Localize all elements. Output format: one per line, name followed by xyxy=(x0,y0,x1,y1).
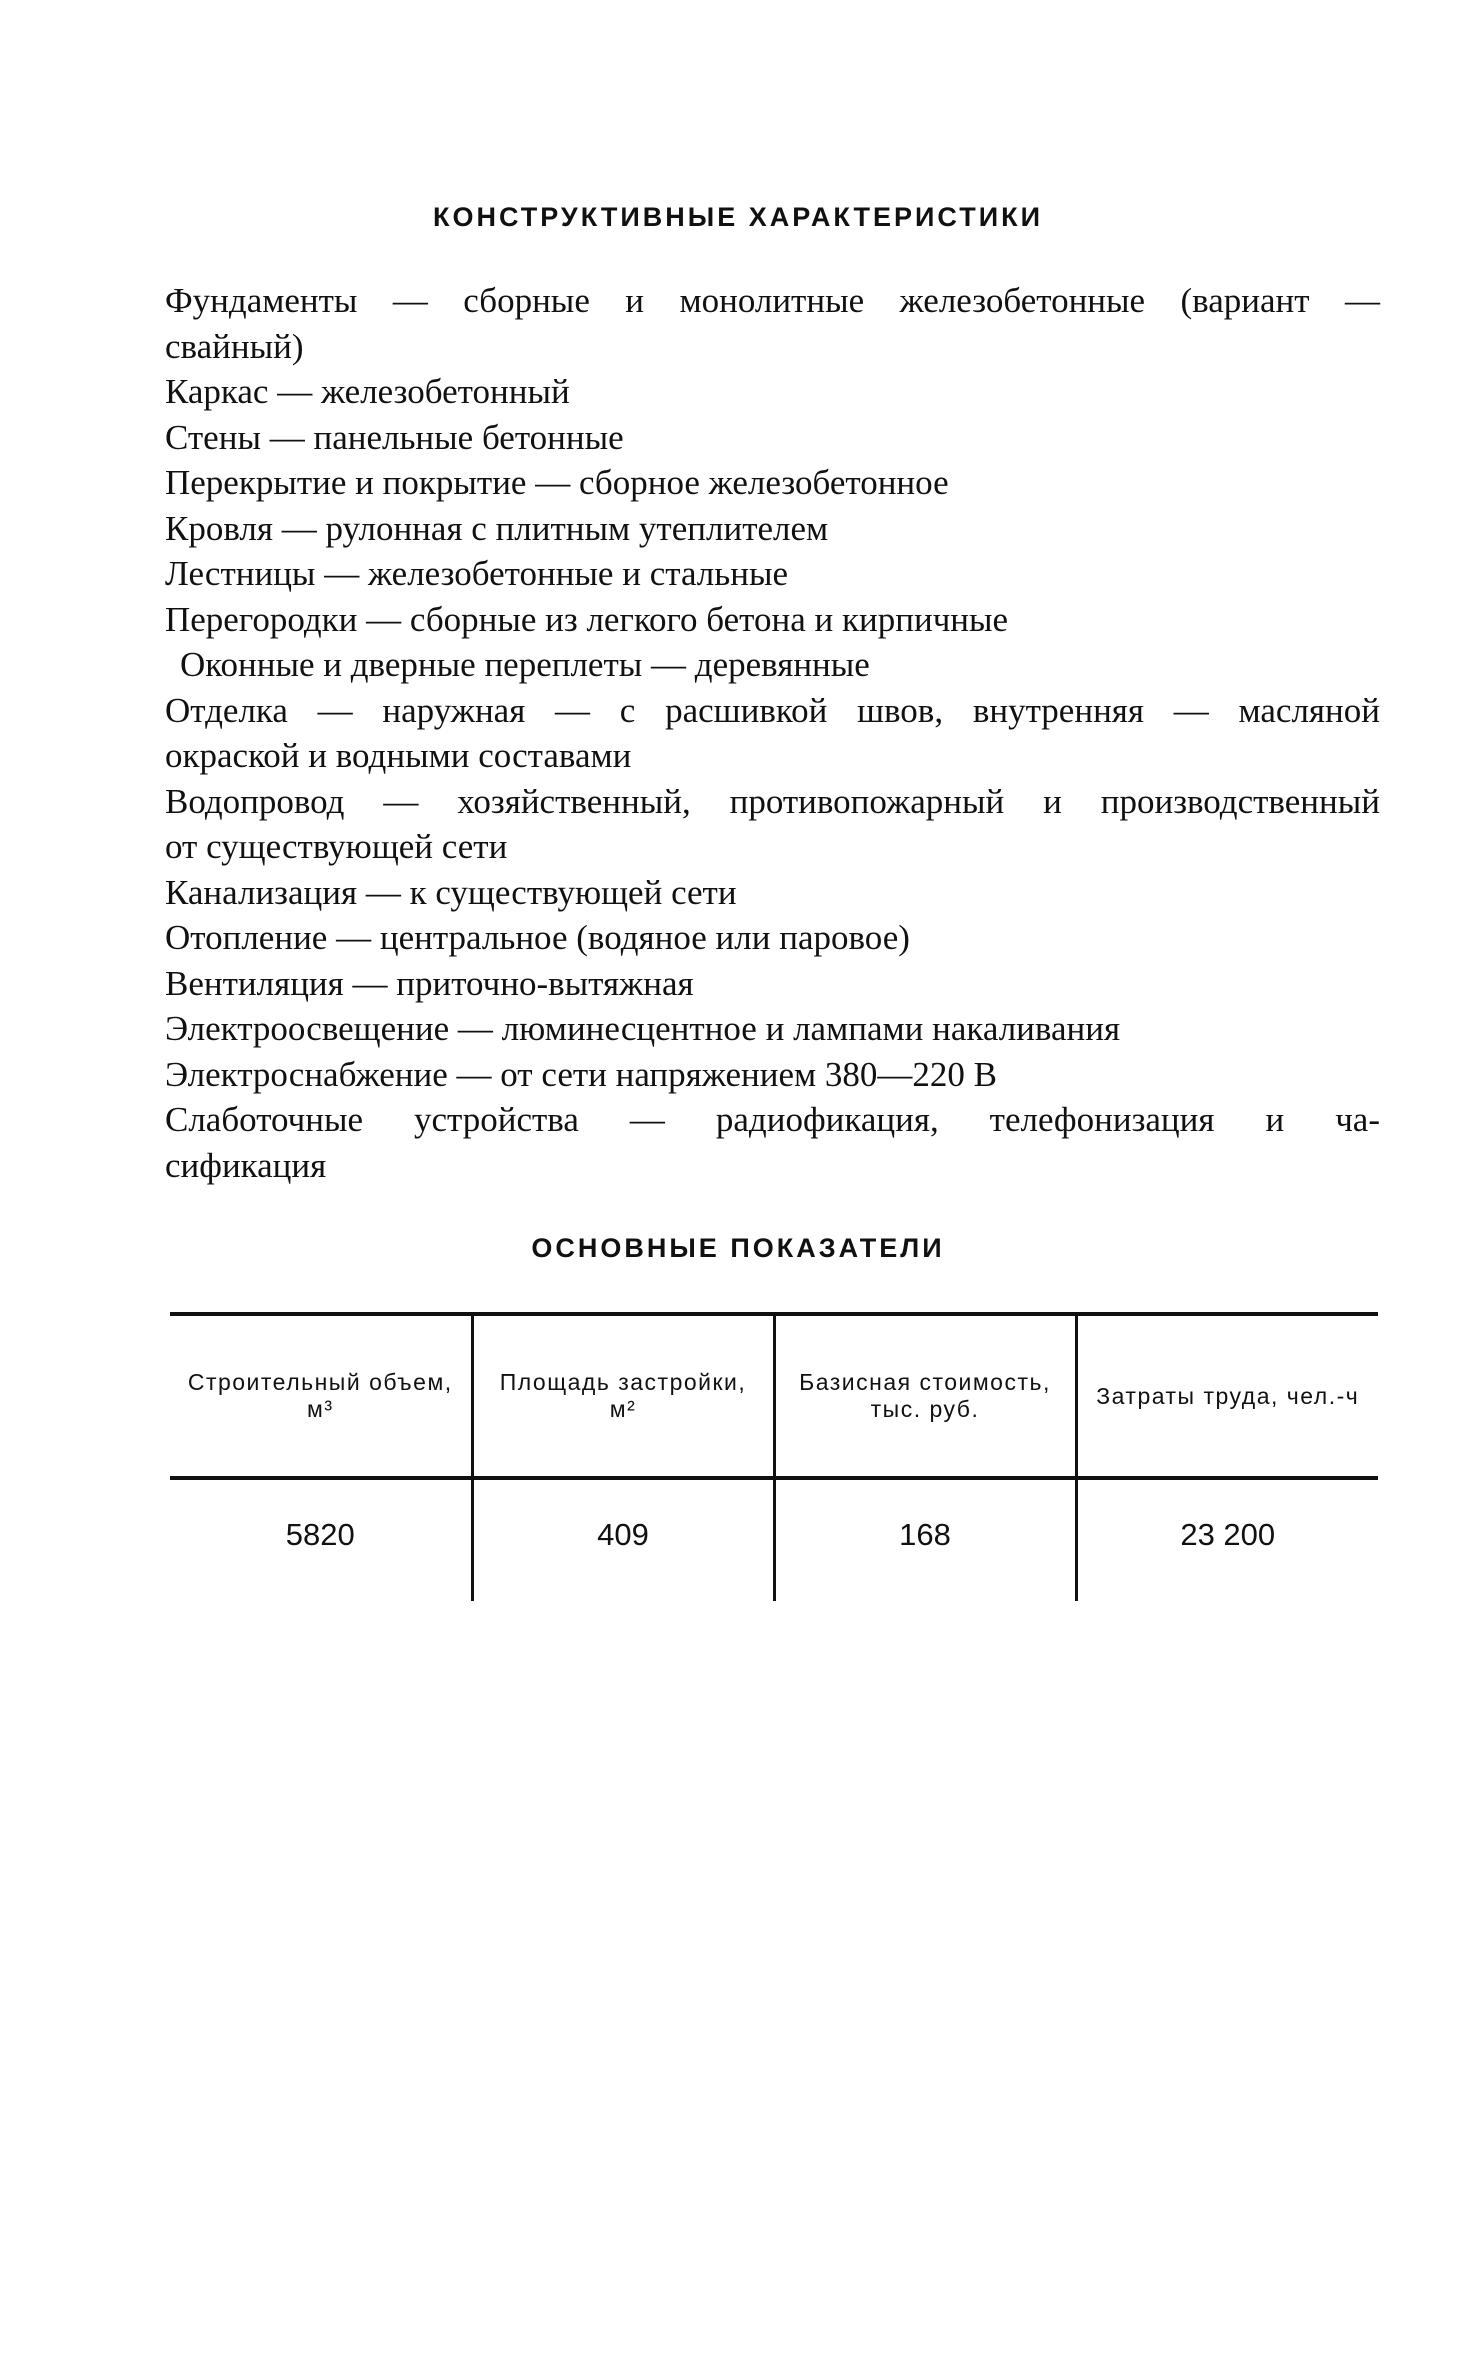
spec-line: окраской и водными составами xyxy=(165,736,632,775)
spec-line: Перекрытие и покрытие — сборное железобетонное xyxy=(165,463,949,502)
spec-line: Вентиляция — приточно-вытяжная xyxy=(165,963,694,1003)
spec-line: Каркас — железобетонный xyxy=(165,372,570,411)
section-title-design-characteristics: КОНСТРУКТИВНЫЕ ХАРАКТЕРИСТИКИ xyxy=(432,202,1044,232)
section-title-main-indicators: ОСНОВНЫЕ ПОКАЗАТЕЛИ xyxy=(531,1233,945,1263)
spec-line: Отопление — центральное (водяное или паровое) xyxy=(165,918,910,957)
spec-line: Оконные и дверные переплеты — деревянные xyxy=(180,645,870,684)
spec-line: свайный) xyxy=(165,326,304,366)
spec-line: Электроснабжение — от сети напряжением 380—220 В xyxy=(165,1054,998,1094)
spec-line: Канализация — к существующей сети xyxy=(165,872,737,912)
spec-line: Фундаменты — сборные и монолитные железобетонные (вариант — xyxy=(165,281,1380,320)
spec-line: Лестницы — железобетонные и стальные xyxy=(165,554,789,593)
spec-line: Перегородки — сборные из легкого бетона и кирпичные xyxy=(165,599,1009,639)
spec-line: Стены — панельные бетонные xyxy=(165,417,624,457)
spec-line: сификация xyxy=(165,1145,327,1185)
column-header-base-cost: Базисная стоимость, тыс. руб. xyxy=(774,1314,1076,1478)
table-cell-built-up-area: 409 xyxy=(472,1478,774,1601)
column-header-built-up-area: Площадь застройки, м² xyxy=(472,1314,774,1478)
spec-line: Слаботочные устройства — радиофикация, телефонизация и ча- xyxy=(165,1100,1380,1139)
table-header-row xyxy=(170,1314,1378,1478)
spec-line: Электроосвещение — люминесцентное и лампами накаливания xyxy=(165,1009,1121,1048)
table-cell-base-cost: 168 xyxy=(774,1478,1076,1601)
table-cell-labor-cost: 23 200 xyxy=(1076,1478,1378,1601)
spec-line: Кровля — рулонная с плитным утеплителем xyxy=(165,508,829,548)
indicators-table-wrapper xyxy=(170,1312,1378,1601)
column-header-building-volume: Строительный объем, м³ xyxy=(187,1369,453,1422)
spec-line: от существующей сети xyxy=(165,827,508,866)
indicators-table xyxy=(170,1312,1378,1601)
column-header-labor-cost: Затраты труда, чел.-ч xyxy=(1076,1314,1378,1478)
table-row xyxy=(170,1478,1378,1601)
spec-line: Водопровод — хозяйственный, противопожарный и производственный xyxy=(165,781,1380,821)
specs-list xyxy=(165,278,1380,1188)
spec-line: Отделка — наружная — с расшивкой швов, внутренняя — масляной xyxy=(165,690,1380,730)
table-cell-building-volume: 5820 xyxy=(285,1517,355,1552)
